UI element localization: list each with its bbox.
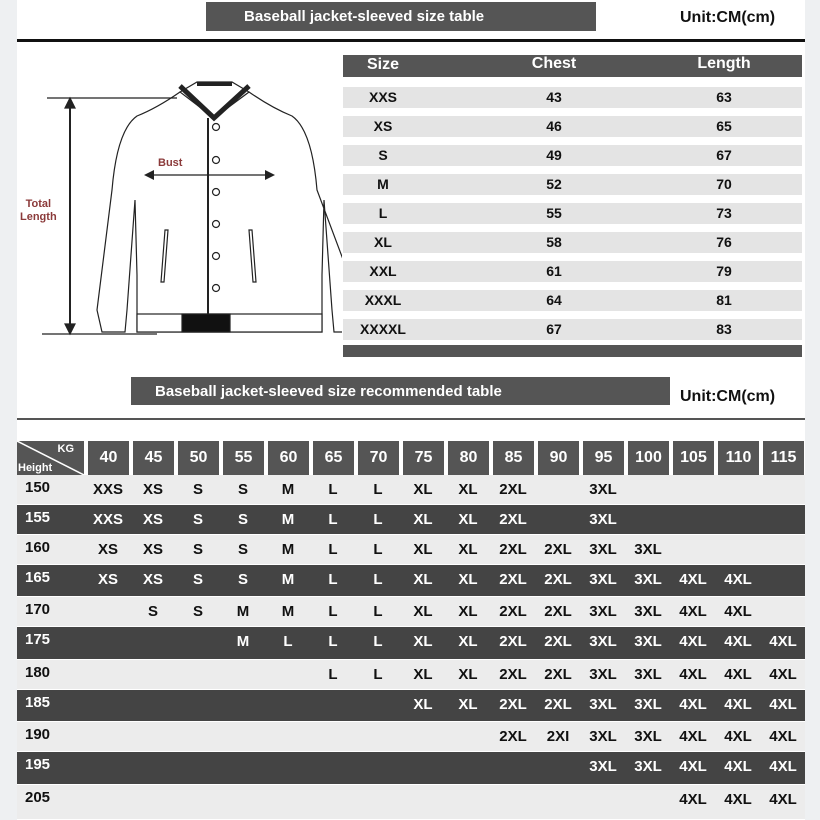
size-cell: 2XL bbox=[499, 633, 527, 650]
length-cell: 63 bbox=[716, 89, 732, 105]
size-cell: 2XL bbox=[499, 571, 527, 588]
size-cell: XXS bbox=[368, 89, 398, 105]
size-cell: 4XL bbox=[769, 633, 797, 650]
size-cell: 4XL bbox=[679, 728, 707, 745]
size-cell: 3XL bbox=[589, 571, 617, 588]
length-cell: 70 bbox=[716, 176, 732, 192]
height-cell: 190 bbox=[25, 726, 51, 743]
total-length-label-line1: Total bbox=[25, 198, 52, 210]
size-cell: L bbox=[373, 666, 383, 683]
size-cell: 2XL bbox=[544, 633, 572, 650]
length-cell: 79 bbox=[716, 263, 732, 279]
size-cell: 4XL bbox=[769, 791, 797, 808]
size-cell: 3XL bbox=[589, 633, 617, 650]
size-cell: XL bbox=[413, 603, 433, 620]
divider bbox=[17, 418, 805, 420]
size-cell: 2XL bbox=[544, 603, 572, 620]
size-cell: 3XL bbox=[589, 511, 617, 528]
size-cell: XL bbox=[458, 541, 478, 558]
size-cell: 4XL bbox=[724, 791, 752, 808]
height-cell: 185 bbox=[25, 694, 51, 711]
size-cell: 3XL bbox=[589, 666, 617, 683]
size-cell: 3XL bbox=[634, 728, 662, 745]
recommend-row bbox=[17, 690, 805, 721]
size-cell: L bbox=[373, 603, 383, 620]
size-cell: XL bbox=[458, 481, 478, 498]
size-table-footer bbox=[343, 345, 802, 357]
size-cell: S bbox=[147, 603, 159, 620]
weight-header: 110 bbox=[718, 441, 759, 475]
chest-cell: 46 bbox=[546, 118, 562, 134]
size-table-row bbox=[343, 203, 802, 224]
size-cell: L bbox=[328, 541, 338, 558]
chest-cell: 61 bbox=[546, 263, 562, 279]
chest-cell: 43 bbox=[546, 89, 562, 105]
size-cell: XL bbox=[458, 603, 478, 620]
chest-cell: 49 bbox=[546, 147, 562, 163]
weight-header: 60 bbox=[268, 441, 309, 475]
size-cell: 3XL bbox=[589, 758, 617, 775]
height-cell: 180 bbox=[25, 664, 51, 681]
chest-cell: 67 bbox=[546, 321, 562, 337]
height-cell: 195 bbox=[25, 756, 51, 773]
recommend-row bbox=[17, 597, 805, 626]
size-cell: M bbox=[281, 603, 295, 620]
size-cell: XS bbox=[142, 571, 164, 588]
size-cell: 4XL bbox=[679, 791, 707, 808]
length-cell: 67 bbox=[716, 147, 732, 163]
chest-cell: 52 bbox=[546, 176, 562, 192]
size-cell: 2XL bbox=[499, 603, 527, 620]
size-cell: 4XL bbox=[724, 633, 752, 650]
corner-cell bbox=[17, 441, 84, 475]
size-cell: 3XL bbox=[634, 696, 662, 713]
size-cell: S bbox=[192, 571, 204, 588]
length-cell: 73 bbox=[716, 205, 732, 221]
size-cell: 3XL bbox=[634, 758, 662, 775]
weight-header: 90 bbox=[538, 441, 579, 475]
size-cell: XS bbox=[97, 541, 119, 558]
weight-header: 100 bbox=[628, 441, 669, 475]
recommend-row bbox=[17, 722, 805, 751]
size-cell: 2XL bbox=[499, 696, 527, 713]
size-cell: 4XL bbox=[679, 571, 707, 588]
size-cell: L bbox=[328, 603, 338, 620]
size-cell: XL bbox=[413, 696, 433, 713]
size-cell: L bbox=[328, 666, 338, 683]
size-cell: 3XL bbox=[634, 666, 662, 683]
size-cell: XS bbox=[142, 481, 164, 498]
size-cell: 4XL bbox=[769, 666, 797, 683]
size-cell: M bbox=[236, 633, 250, 650]
recommend-table-title-text: Baseball jacket-sleeved size recommended table bbox=[155, 382, 502, 400]
size-cell: M bbox=[236, 603, 250, 620]
size-cell: XL bbox=[413, 666, 433, 683]
chest-cell: 55 bbox=[546, 205, 562, 221]
size-table-row bbox=[343, 87, 802, 108]
weight-header: 45 bbox=[133, 441, 174, 475]
length-cell: 81 bbox=[716, 292, 732, 308]
size-cell: L bbox=[328, 481, 338, 498]
size-cell: 2XL bbox=[544, 696, 572, 713]
recommend-row bbox=[17, 752, 805, 784]
weight-header: 50 bbox=[178, 441, 219, 475]
weight-header: 80 bbox=[448, 441, 489, 475]
size-cell: L bbox=[378, 205, 388, 221]
height-cell: 160 bbox=[25, 539, 51, 556]
recommend-row bbox=[17, 627, 805, 659]
size-cell: 2XL bbox=[544, 571, 572, 588]
size-cell: 4XL bbox=[724, 666, 752, 683]
size-cell: 4XL bbox=[724, 571, 752, 588]
size-cell: 4XL bbox=[679, 666, 707, 683]
size-cell: M bbox=[281, 511, 295, 528]
size-cell: XXXXL bbox=[360, 321, 406, 337]
size-cell: 2XL bbox=[499, 511, 527, 528]
corner-kg: KG bbox=[57, 443, 74, 455]
header-size: Size bbox=[366, 56, 400, 73]
weight-header: 75 bbox=[403, 441, 444, 475]
size-cell: M bbox=[377, 176, 389, 192]
size-table-title bbox=[206, 2, 596, 31]
size-cell: XL bbox=[413, 633, 433, 650]
recommend-row bbox=[17, 785, 805, 819]
size-table-row bbox=[343, 290, 802, 311]
height-cell: 205 bbox=[25, 789, 51, 806]
size-table-row bbox=[343, 145, 802, 166]
size-cell: 3XL bbox=[634, 541, 662, 558]
size-cell: L bbox=[328, 511, 338, 528]
size-cell: XXL bbox=[369, 263, 397, 279]
size-cell: 2XI bbox=[546, 728, 570, 745]
weight-header: 85 bbox=[493, 441, 534, 475]
size-cell: 3XL bbox=[634, 571, 662, 588]
size-cell: XS bbox=[373, 118, 393, 134]
jacket-diagram bbox=[17, 70, 342, 360]
divider bbox=[17, 39, 805, 42]
recommend-row bbox=[17, 505, 805, 534]
size-cell: 4XL bbox=[724, 758, 752, 775]
size-table-title-text: Baseball jacket-sleeved size table bbox=[244, 8, 485, 25]
weight-header: 105 bbox=[673, 441, 714, 475]
size-cell: 2XL bbox=[544, 541, 572, 558]
size-cell: S bbox=[192, 511, 204, 528]
size-table-row bbox=[343, 174, 802, 195]
size-cell: 4XL bbox=[679, 696, 707, 713]
size-cell: XL bbox=[413, 571, 433, 588]
height-cell: 175 bbox=[25, 631, 51, 648]
size-cell: XL bbox=[374, 234, 392, 250]
size-cell: XL bbox=[413, 541, 433, 558]
height-cell: 165 bbox=[25, 569, 51, 586]
size-cell: 3XL bbox=[589, 481, 617, 498]
size-cell: 3XL bbox=[589, 728, 617, 745]
size-table-row bbox=[343, 319, 802, 340]
size-cell: 4XL bbox=[679, 603, 707, 620]
size-cell: 2XL bbox=[499, 481, 527, 498]
size-table-row bbox=[343, 116, 802, 137]
recommend-row bbox=[17, 475, 805, 504]
weight-header: 95 bbox=[583, 441, 624, 475]
size-cell: 4XL bbox=[769, 696, 797, 713]
size-cell: L bbox=[328, 571, 338, 588]
size-cell: 4XL bbox=[679, 633, 707, 650]
size-cell: 3XL bbox=[589, 603, 617, 620]
size-table-row bbox=[343, 261, 802, 282]
size-cell: 4XL bbox=[724, 728, 752, 745]
size-cell: XXS bbox=[92, 481, 124, 498]
size-cell: L bbox=[283, 633, 293, 650]
size-cell: XL bbox=[458, 511, 478, 528]
size-cell: L bbox=[373, 481, 383, 498]
size-cell: S bbox=[237, 481, 249, 498]
total-length-label bbox=[20, 198, 57, 224]
size-cell: 2XL bbox=[499, 666, 527, 683]
size-table-header bbox=[343, 55, 802, 77]
size-cell: S bbox=[192, 541, 204, 558]
size-cell: XL bbox=[458, 696, 478, 713]
bust-label: Bust bbox=[158, 157, 183, 169]
size-cell: 4XL bbox=[769, 758, 797, 775]
size-cell: XL bbox=[458, 571, 478, 588]
size-cell: S bbox=[237, 541, 249, 558]
chest-cell: 58 bbox=[546, 234, 562, 250]
recommend-table-title bbox=[131, 377, 670, 405]
height-cell: 155 bbox=[25, 509, 51, 526]
size-table-row bbox=[343, 232, 802, 253]
size-cell: 4XL bbox=[769, 728, 797, 745]
size-cell: S bbox=[192, 603, 204, 620]
size-cell: M bbox=[281, 571, 295, 588]
size-cell: L bbox=[328, 633, 338, 650]
size-cell: 3XL bbox=[589, 541, 617, 558]
height-cell: 150 bbox=[25, 479, 51, 496]
weight-header: 70 bbox=[358, 441, 399, 475]
size-cell: 4XL bbox=[679, 758, 707, 775]
size-cell: S bbox=[378, 147, 388, 163]
recommend-row bbox=[17, 660, 805, 689]
size-cell: XS bbox=[142, 541, 164, 558]
length-cell: 65 bbox=[716, 118, 732, 134]
size-cell: 3XL bbox=[589, 696, 617, 713]
size-cell: XL bbox=[413, 481, 433, 498]
size-cell: 3XL bbox=[634, 603, 662, 620]
size-cell: XXS bbox=[92, 511, 124, 528]
size-cell: 2XL bbox=[499, 541, 527, 558]
size-table-unit: Unit:CM(cm) bbox=[680, 9, 776, 26]
header-length: Length bbox=[697, 55, 751, 72]
size-cell: L bbox=[373, 541, 383, 558]
size-cell: XS bbox=[97, 571, 119, 588]
weight-header: 55 bbox=[223, 441, 264, 475]
size-cell: S bbox=[192, 481, 204, 498]
height-cell: 170 bbox=[25, 601, 51, 618]
recommend-row bbox=[17, 535, 805, 564]
size-cell: XL bbox=[458, 666, 478, 683]
weight-header: 65 bbox=[313, 441, 354, 475]
length-cell: 83 bbox=[716, 321, 732, 337]
size-cell: 3XL bbox=[634, 633, 662, 650]
size-cell: S bbox=[237, 571, 249, 588]
weight-header: 115 bbox=[763, 441, 804, 475]
size-cell: L bbox=[373, 633, 383, 650]
size-cell: M bbox=[281, 481, 295, 498]
chest-cell: 64 bbox=[546, 292, 562, 308]
size-cell: 4XL bbox=[724, 603, 752, 620]
size-cell: L bbox=[373, 571, 383, 588]
size-cell: 2XL bbox=[544, 666, 572, 683]
recommend-table-unit: Unit:CM(cm) bbox=[680, 388, 776, 405]
size-cell: XS bbox=[142, 511, 164, 528]
size-cell: L bbox=[373, 511, 383, 528]
size-cell: S bbox=[237, 511, 249, 528]
total-length-label-line2: Length bbox=[20, 211, 57, 223]
weight-header: 40 bbox=[88, 441, 129, 475]
size-cell: M bbox=[281, 541, 295, 558]
size-cell: 2XL bbox=[499, 728, 527, 745]
recommend-row bbox=[17, 565, 805, 596]
size-cell: 4XL bbox=[724, 696, 752, 713]
length-cell: 76 bbox=[716, 234, 732, 250]
corner-height: Height bbox=[18, 462, 53, 474]
size-cell: XXXL bbox=[364, 292, 402, 308]
size-cell: XL bbox=[458, 633, 478, 650]
size-cell: XL bbox=[413, 511, 433, 528]
header-chest: Chest bbox=[531, 55, 577, 72]
